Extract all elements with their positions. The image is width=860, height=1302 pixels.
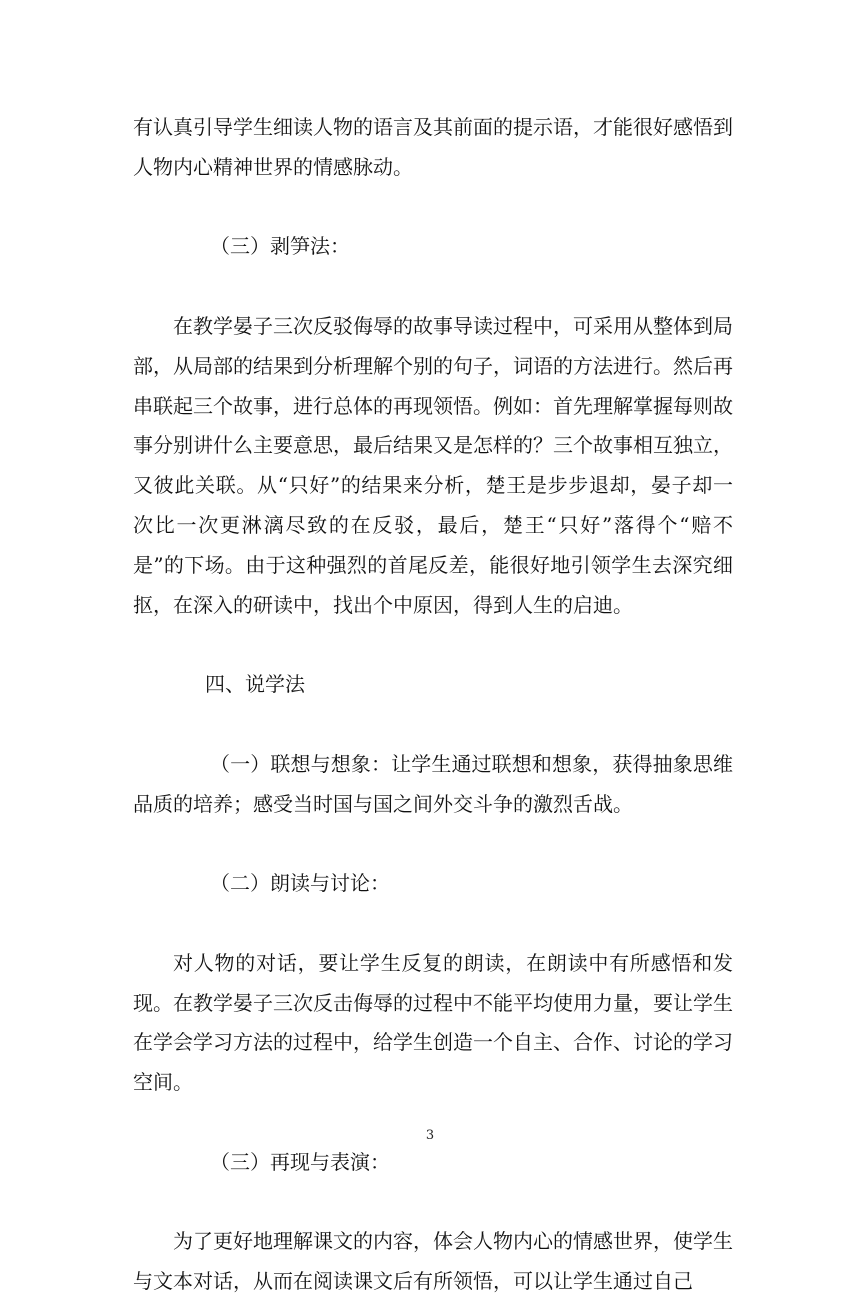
paragraph-reenact-perform: 为了更好地理解课文的内容，体会人物内心的情感世界，使学生与文本对话，从而在阅读课文后有所领悟，可以让学生通过自己 bbox=[133, 1229, 733, 1294]
spacer bbox=[133, 625, 733, 665]
spacer bbox=[133, 1183, 733, 1223]
page-number: 3 bbox=[425, 1128, 435, 1143]
paragraph-reading-discussion: 对人物的对话，要让学生反复的朗读，在朗读中有所感悟和发现。在教学晏子三次反击侮辱的过程中不能平均使用力量，要让学生在学会学习方法的过程中，给学生创造一个自主、合作、讨论的学习空间。 bbox=[133, 950, 733, 1095]
paragraph-peeling-method: 在教学晏子三次反驳侮辱的故事导读过程中，可采用从整体到局部，从局部的结果到分析理解个别的句子，词语的方法进行。然后再串联起三个故事，进行总体的再现领悟。例如：首先理解掌握每则故事分别讲什么主要意思，最后结果又是怎样的？三个故事相互独立，又彼此关联。从“只好”的结果来分析，楚王是步步退却，晏子却一次比一次更淋漓尽致的在反驳，最后，楚王“只好”落得个“赔不是”的下场。由于这种强烈的首尾反差，能很好地引领学生去深究细抠，在深入的研读中，找出个中原因，得到人生的启迪。 bbox=[133, 313, 733, 617]
spacer bbox=[133, 705, 733, 745]
paragraph-association-imagination: （一）联想与想象：让学生通过联想和想象，获得抽象思维品质的培养；感受当时国与国之间外交斗争的激烈舌战。 bbox=[133, 751, 733, 816]
spacer bbox=[133, 188, 733, 228]
page-content bbox=[133, 108, 733, 1302]
paragraph-continuation: 有认真引导学生细读人物的语言及其前面的提示语，才能很好感悟到人物内心精神世界的情感脉动。 bbox=[133, 115, 733, 179]
subheading-peeling-method: （三）剥笋法： bbox=[210, 234, 350, 259]
spacer bbox=[133, 904, 733, 944]
spacer bbox=[133, 267, 733, 307]
subheading-reenact-perform: （三）再现与表演： bbox=[210, 1149, 390, 1174]
section-heading-learning-method: 四、说学法 bbox=[205, 672, 305, 697]
spacer bbox=[133, 824, 733, 864]
subheading-reading-discussion: （二）朗读与讨论： bbox=[210, 871, 390, 896]
